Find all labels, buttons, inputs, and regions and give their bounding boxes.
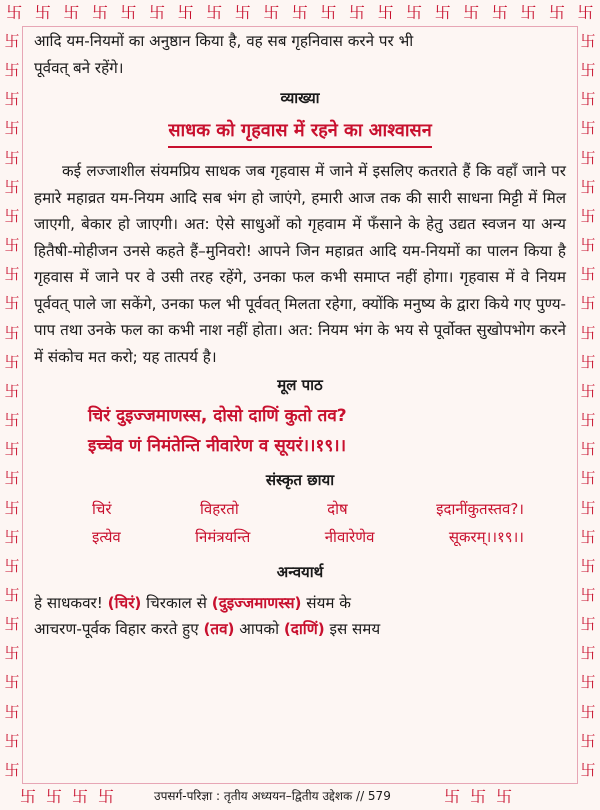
swastika-icon: 卐 — [580, 352, 596, 371]
swastika-icon: 卐 — [349, 3, 366, 22]
swastika-icon: 卐 — [4, 61, 20, 80]
swastika-icon: 卐 — [4, 236, 20, 255]
sanskrit-chhaya-heading: संस्कृत छाया — [265, 470, 335, 489]
swastika-icon: 卐 — [20, 787, 37, 806]
swastika-icon: 卐 — [4, 556, 20, 575]
top-swastika-border — [0, 2, 600, 24]
swastika-icon: 卐 — [4, 177, 20, 196]
swastika-icon: 卐 — [291, 3, 308, 22]
swastika-icon: 卐 — [520, 3, 537, 22]
swastika-icon: 卐 — [34, 3, 51, 22]
swastika-icon: 卐 — [4, 673, 20, 692]
vyakhya-title-wrapper — [34, 114, 566, 159]
swastika-icon: 卐 — [149, 3, 166, 22]
left-swastika-border — [2, 30, 22, 780]
sanskrit-line-2 — [34, 523, 566, 551]
swastika-icon: 卐 — [580, 323, 596, 342]
swastika-icon: 卐 — [406, 3, 423, 22]
swastika-icon: 卐 — [320, 3, 337, 22]
vyakhya-body: कई लज्जाशील संयमप्रिय साधक जब गृहवास में जाने में इसलिए कतराते हैं कि वहाँ जाने पर हमारे महाव्रत यम-नियम आदि सब भंग हो जाएंगे, हमारी आज तक की सारी साधना मिट्टी में मिल जाएगी, बेकार हो जाएगी। अत: ऐसे साधुओं को गृहवाम में फँसाने के हेतु उद्यत स्वजन या अन्य हितैषी-मोहीजन उनसे कहते हैं–मुनिवरो! आपने जिन महाव्रत आदि यम-नियमों का पालन किया है गृहवास में जाने पर वे उसी तरह रहेंगे, उनका फल कभी समाप्त नहीं होगा। गृहवास में वे नियम पूर्ववत् पाले जा सकेंगे, उनका फल भी पूर्ववत् मिलता रहेगा, क्योंकि मनुष्य के द्वारा किये गए पुण्य-पाप तथा उनके फल का कभी नाश नहीं होता। अत: नियम भंग के भय से पूर्वोक्त सुखोपभोग करने में संकोच मत करो; यह तात्पर्य है। — [34, 162, 566, 366]
intro-line-2: पूर्ववत् बने रहेंगे। — [34, 58, 124, 77]
swastika-icon: 卐 — [4, 731, 20, 750]
sanskrit-word: विहरतो — [199, 500, 239, 518]
swastika-icon: 卐 — [4, 265, 20, 284]
swastika-icon: 卐 — [580, 527, 596, 546]
sanskrit-word: नीवारेणेव — [324, 528, 375, 546]
anvayarth-text-segment: इस समय — [324, 620, 381, 638]
swastika-icon: 卐 — [206, 3, 223, 22]
sanskrit-line-1 — [34, 495, 566, 523]
swastika-icon: 卐 — [4, 702, 20, 721]
swastika-icon: 卐 — [470, 787, 487, 806]
anvayarth-term: (चिरं) — [107, 593, 142, 612]
swastika-icon: 卐 — [491, 3, 508, 22]
swastika-icon: 卐 — [263, 3, 280, 22]
anvayarth-term: (तव) — [203, 620, 235, 638]
swastika-icon: 卐 — [580, 206, 596, 225]
swastika-icon: 卐 — [580, 585, 596, 604]
swastika-icon: 卐 — [580, 731, 596, 750]
swastika-icon: 卐 — [580, 673, 596, 692]
vyakhya-heading: व्याख्या — [280, 89, 320, 107]
swastika-icon: 卐 — [580, 440, 596, 459]
swastika-icon: 卐 — [463, 3, 480, 22]
swastika-icon: 卐 — [377, 3, 394, 22]
swastika-icon: 卐 — [580, 469, 596, 488]
swastika-icon: 卐 — [4, 90, 20, 109]
anvayarth-text-segment: हे साधकवर! — [34, 593, 108, 612]
intro-text — [34, 28, 566, 81]
swastika-icon: 卐 — [4, 760, 20, 779]
swastika-icon: 卐 — [4, 411, 20, 430]
swastika-icon: 卐 — [580, 119, 596, 138]
swastika-icon: 卐 — [580, 644, 596, 663]
swastika-icon: 卐 — [580, 90, 596, 109]
sanskrit-word: चिरं — [92, 500, 112, 518]
swastika-icon: 卐 — [580, 556, 596, 575]
swastika-icon: 卐 — [580, 411, 596, 430]
verse-line-2: इच्चेव णं निमंतेन्ति नीवारेण व सूयरं।।१९।। — [88, 435, 347, 456]
swastika-icon: 卐 — [4, 615, 20, 634]
swastika-icon: 卐 — [580, 498, 596, 517]
swastika-icon: 卐 — [4, 148, 20, 167]
swastika-icon: 卐 — [580, 236, 596, 255]
swastika-icon: 卐 — [98, 787, 115, 806]
anvayarth-text — [34, 590, 566, 643]
swastika-icon: 卐 — [120, 3, 137, 22]
swastika-icon: 卐 — [4, 323, 20, 342]
sanskrit-word: सूकरम्।।१९।। — [448, 528, 524, 546]
anvayarth-heading: अन्वयार्थ — [276, 563, 324, 581]
swastika-icon: 卐 — [580, 148, 596, 167]
right-swastika-border — [578, 30, 598, 780]
anvayarth-term: (दुइज्जमाणस्स) — [211, 593, 302, 612]
swastika-icon: 卐 — [4, 381, 20, 400]
swastika-icon: 卐 — [4, 32, 20, 50]
verse-line-1: चिरं दुइज्जमाणस्स, दोसो दाणिं कुतो तव? — [88, 405, 347, 426]
anvayarth-text-segment: संयम के — [301, 593, 351, 612]
swastika-icon: 卐 — [580, 177, 596, 196]
swastika-icon: 卐 — [580, 61, 596, 80]
swastika-icon: 卐 — [434, 3, 451, 22]
swastika-icon: 卐 — [4, 352, 20, 371]
anvayarth-text-segment: आचरण-पूर्वक विहार करते हुए — [34, 620, 204, 638]
swastika-icon: 卐 — [580, 265, 596, 284]
intro-line-1: आदि यम-नियमों का अनुष्ठान किया है, वह सब गृहनिवास करने पर भी — [34, 32, 414, 50]
swastika-icon: 卐 — [4, 294, 20, 313]
sanskrit-word: इत्येव — [92, 528, 121, 546]
swastika-icon: 卐 — [580, 294, 596, 313]
swastika-icon: 卐 — [4, 585, 20, 604]
swastika-icon: 卐 — [91, 3, 108, 22]
swastika-icon: 卐 — [496, 787, 513, 806]
vyakhya-title: साधक को गृहवास में रहने का आश्वासन — [168, 118, 431, 149]
sanskrit-word: निमंत्रयन्ति — [195, 528, 251, 546]
swastika-icon: 卐 — [177, 3, 194, 22]
page-footer: उपसर्ग-परिज्ञा : तृतीय अध्ययन–द्वितीय उद्देशक // 579 — [150, 787, 395, 804]
mool-path-heading: मूल पाठ — [277, 376, 323, 394]
swastika-icon: 卐 — [46, 787, 63, 806]
swastika-icon: 卐 — [4, 206, 20, 225]
swastika-icon: 卐 — [4, 527, 20, 546]
swastika-icon: 卐 — [234, 3, 251, 22]
swastika-icon: 卐 — [548, 3, 565, 22]
swastika-icon: 卐 — [4, 469, 20, 488]
swastika-icon: 卐 — [63, 3, 80, 22]
anvayarth-term: (दाणिं) — [283, 620, 325, 638]
anvayarth-text-segment: चिरकाल से — [141, 593, 212, 612]
swastika-icon: 卐 — [4, 119, 20, 138]
swastika-icon: 卐 — [580, 32, 596, 50]
swastika-icon: 卐 — [4, 644, 20, 663]
sanskrit-word: दोष — [327, 500, 348, 518]
page-content — [34, 28, 566, 643]
swastika-icon: 卐 — [580, 615, 596, 634]
swastika-icon: 卐 — [72, 787, 89, 806]
swastika-icon: 卐 — [4, 440, 20, 459]
sanskrit-word: इदानींकुतस्तव?। — [436, 500, 524, 518]
swastika-icon: 卐 — [580, 760, 596, 779]
swastika-icon: 卐 — [580, 702, 596, 721]
swastika-icon: 卐 — [6, 3, 23, 22]
anvayarth-text-segment: आपको — [234, 620, 284, 638]
swastika-icon: 卐 — [580, 381, 596, 400]
swastika-icon: 卐 — [444, 787, 461, 806]
swastika-icon: 卐 — [577, 3, 594, 22]
swastika-icon: 卐 — [4, 498, 20, 517]
